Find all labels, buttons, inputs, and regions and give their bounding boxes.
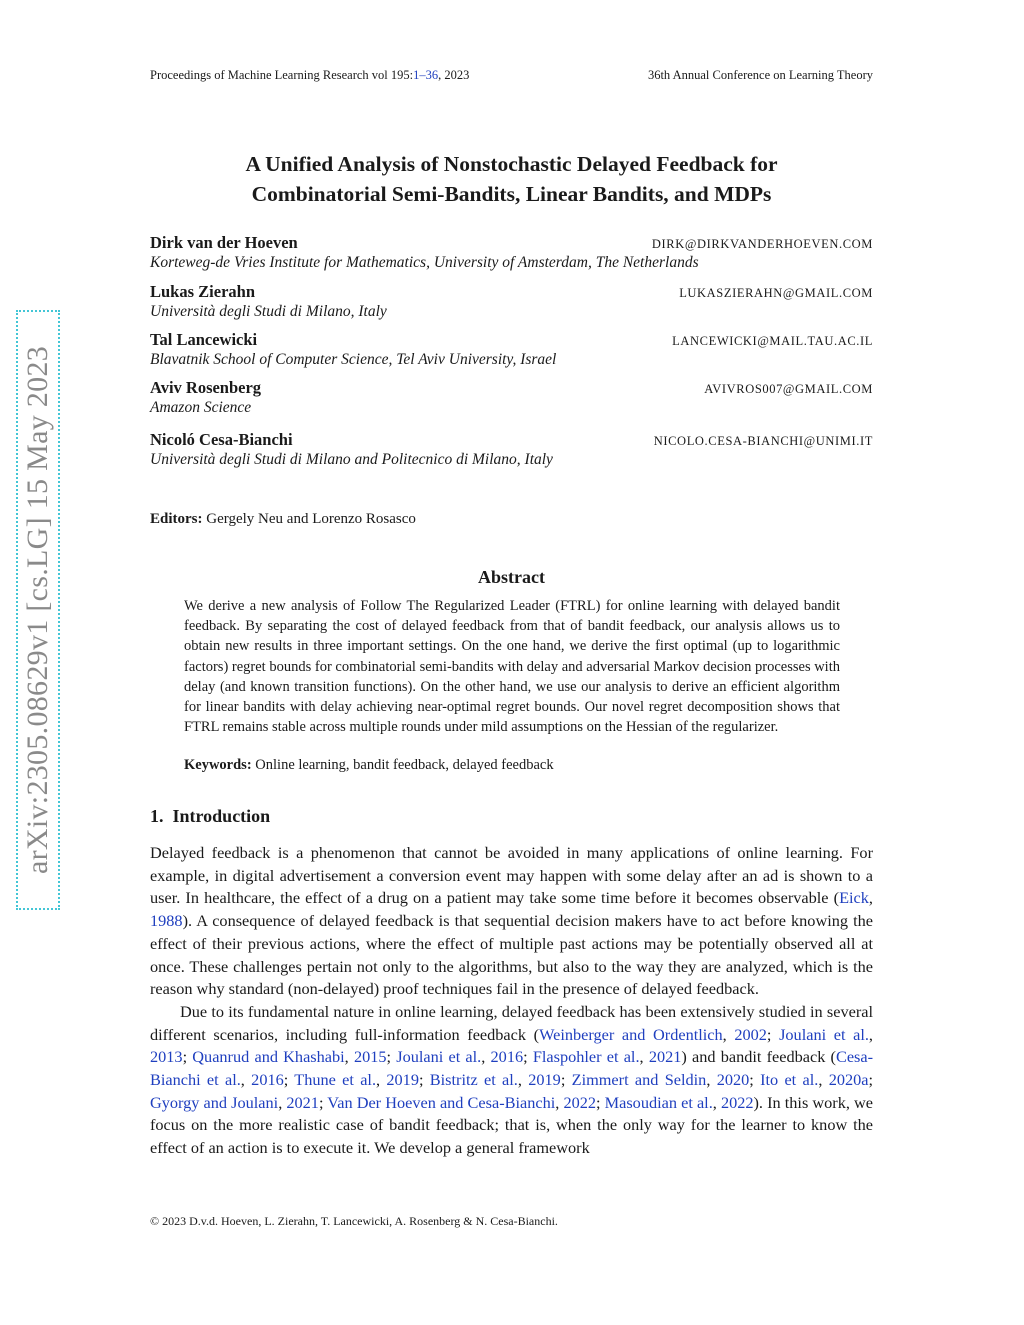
citation-link[interactable]: Ito et al. [760, 1070, 819, 1090]
author-affiliation: Università degli Studi di Milano and Politecnico di Milano, Italy [150, 451, 553, 468]
citation-link[interactable]: 2020a [828, 1070, 869, 1090]
text: ) and bandit feedback ( [681, 1047, 836, 1067]
arxiv-stamp-text: arXiv:2305.08629v1 [cs.LG] 15 May 2023 [21, 346, 54, 874]
text: , [712, 1092, 721, 1112]
text: ; [318, 1092, 328, 1112]
section-number: 1. [150, 806, 164, 826]
author-name: Dirk van der Hoeven [150, 233, 298, 252]
abstract-body: We derive a new analysis of Follow The Regularized Leader (FTRL) for online learning with delayed bandit feedback. By separating the cost of delayed feedback from that of bandit feedback, our analysis allows us to obtain new results in three important settings. On the one hand, we derive the first optimal (up to logarithmic factors) regret bounds for combinatorial semi-bandits with delay and adversarial Markov decision processes with delay (and known transition functions). On the other hand, we use our analysis to derive an efficient algorithm for linear bandits with delay achieving near-optimal regret bounds. Our novel regret decomposition shows that FTRL remains stable across multiple rounds under mild assumptions on the Hessian of the regularizer. [184, 598, 840, 736]
text: Delayed feedback is a phenomenon that cannot be avoided in many applications of online learning. For example, in digital advertisement a conversion event may happen with some delay after an ad is shown to a user. In healthcare, the effect of a drug on a patient may take some time before it becomes observable ( [150, 843, 873, 908]
citation-link[interactable]: 2021 [648, 1047, 682, 1067]
text: , [868, 1024, 873, 1044]
text: ). A consequence of delayed feedback is that sequential decision makers have to act before knowing the effect of their previous actions, where the effect of multiple past actions may be potentially observed all at once. These challenges pertain not only to the algorithms, but also to the way they are analyzed, which is the reason why standard (non-delayed) proof techniques fail in the presence of delayed feedback. [150, 911, 873, 999]
running-header-left [150, 68, 469, 83]
citation-link[interactable]: Thune et al. [294, 1070, 377, 1090]
author-email: LUKASZIERAHN@GMAIL.COM [679, 286, 873, 300]
editors-label: Editors: [150, 511, 203, 527]
author-block [150, 430, 873, 469]
citation-link[interactable]: 2015 [353, 1047, 387, 1067]
author-name: Aviv Rosenberg [150, 378, 262, 397]
intro-paragraph-1 [150, 842, 873, 1001]
author-email: DIRK@DIRKVANDERHOEVEN.COM [651, 237, 873, 251]
text: , [868, 888, 873, 908]
citation-link[interactable]: 2016 [490, 1047, 524, 1067]
citation-link[interactable]: 2019 [528, 1070, 561, 1090]
header-sep: , [438, 68, 445, 82]
text: ; [182, 1047, 193, 1067]
text: , [555, 1092, 564, 1112]
header-journal: Proceedings of Machine Learning Research vol 195: [150, 68, 414, 82]
section-heading [150, 806, 270, 827]
citation-link[interactable]: 2002 [734, 1024, 767, 1044]
citation-link[interactable]: Bistritz et al. [429, 1070, 518, 1090]
author-name: Tal Lancewicki [150, 330, 258, 349]
title-line-1: A Unified Analysis of Nonstochastic Delayed Feedback for [245, 152, 778, 176]
text: ; [596, 1092, 605, 1112]
author-affiliation: Blavatnik School of Computer Science, Tel Aviv University, Israel [150, 351, 557, 368]
text: ; [749, 1070, 761, 1090]
title-line-2: Combinatorial Semi-Bandits, Linear Bandits, and MDPs [251, 182, 772, 206]
author-name: Lukas Zierahn [150, 282, 255, 301]
text: , [818, 1070, 829, 1090]
citation-link[interactable]: 1988 [150, 911, 183, 931]
citation-link[interactable]: 2016 [251, 1070, 284, 1090]
text: ; [766, 1024, 780, 1044]
citation-link[interactable]: Joulani et al. [779, 1024, 869, 1044]
citation-link[interactable]: 2020 [716, 1070, 750, 1090]
text: ; [868, 1070, 874, 1090]
intro-paragraph-2 [150, 1001, 873, 1160]
text: ; [386, 1047, 397, 1067]
citation-link[interactable]: 2022 [563, 1092, 596, 1112]
text: ; [418, 1070, 430, 1090]
citation-link[interactable]: Quanrud and Khashabi [192, 1047, 345, 1067]
copyright-footer: © 2023 D.v.d. Hoeven, L. Zierahn, T. Lancewicki, A. Rosenberg & N. Cesa-Bianchi. [150, 1214, 558, 1228]
editors-names: Gergely Neu and Lorenzo Rosasco [202, 511, 416, 527]
text: , [240, 1070, 252, 1090]
author-block [150, 282, 873, 321]
text: , [278, 1092, 287, 1112]
citation-link[interactable]: Joulani et al. [396, 1047, 482, 1067]
text: ; [560, 1070, 572, 1090]
text: , [344, 1047, 354, 1067]
text: ). In this work, we focus on the more realistic case of bandit feedback; that is, when the only way for the learner to know the effect of an action is to execute it. We develop a general framework [150, 1092, 873, 1158]
author-affiliation: Università degli Studi di Milano, Italy [150, 303, 387, 320]
keywords-text: Online learning, bandit feedback, delayed feedback [251, 757, 554, 773]
keywords-label: Keywords: [184, 757, 252, 773]
paper-title [150, 149, 873, 209]
author-email: AVIVROS007@GMAIL.COM [704, 382, 873, 396]
text: , [722, 1024, 735, 1044]
author-email: LANCEWICKI@MAIL.TAU.AC.IL [672, 334, 873, 348]
citation-link[interactable]: 2013 [150, 1047, 183, 1067]
author-block [150, 330, 873, 369]
text: ; [523, 1047, 533, 1067]
author-affiliation: Amazon Science [150, 399, 252, 416]
citation-link[interactable]: Weinberger and Ordentlich [539, 1024, 723, 1044]
author-name: Nicoló Cesa-Bianchi [150, 430, 293, 449]
citation-link[interactable]: Eick [839, 888, 869, 908]
author-block [150, 378, 873, 417]
header-pages-link[interactable]: 1–36 [413, 68, 439, 82]
citation-link[interactable]: 2019 [386, 1070, 419, 1090]
text: ; [283, 1070, 295, 1090]
text: , [706, 1070, 717, 1090]
editors-line [150, 511, 416, 528]
citation-link[interactable]: Gyorgy and Joulani [150, 1092, 279, 1112]
citation-link[interactable]: Cesa-Bianchi et al. [150, 1047, 874, 1090]
arxiv-stamp [16, 310, 60, 910]
author-block [150, 233, 873, 272]
running-header-right: 36th Annual Conference on Learning Theory [647, 68, 873, 82]
header-year: 2023 [444, 68, 470, 82]
text: , [376, 1070, 387, 1090]
citation-link[interactable]: 2022 [720, 1092, 754, 1112]
section-title: Introduction [172, 806, 271, 826]
text: , [481, 1047, 491, 1067]
text: , [639, 1047, 649, 1067]
keywords-line [184, 757, 554, 774]
author-affiliation: Korteweg-de Vries Institute for Mathematics, University of Amsterdam, The Netherlands [150, 254, 699, 271]
citation-link[interactable]: Masoudian et al. [604, 1092, 713, 1112]
introduction-body [150, 842, 873, 1160]
text: , [517, 1070, 529, 1090]
citation-link[interactable]: 2021 [286, 1092, 319, 1112]
abstract-heading: Abstract [478, 567, 545, 587]
citation-link[interactable]: Zimmert and Seldin [571, 1070, 707, 1090]
author-email: NICOLO.CESA-BIANCHI@UNIMI.IT [653, 434, 873, 448]
text: Due to its fundamental nature in online learning, delayed feedback has been extensively studied in several different scenarios, including full-information feedback ( [150, 1001, 873, 1044]
citation-link[interactable]: Van Der Hoeven and Cesa-Bianchi [327, 1092, 556, 1112]
citation-link[interactable]: Flaspohler et al. [532, 1047, 640, 1067]
